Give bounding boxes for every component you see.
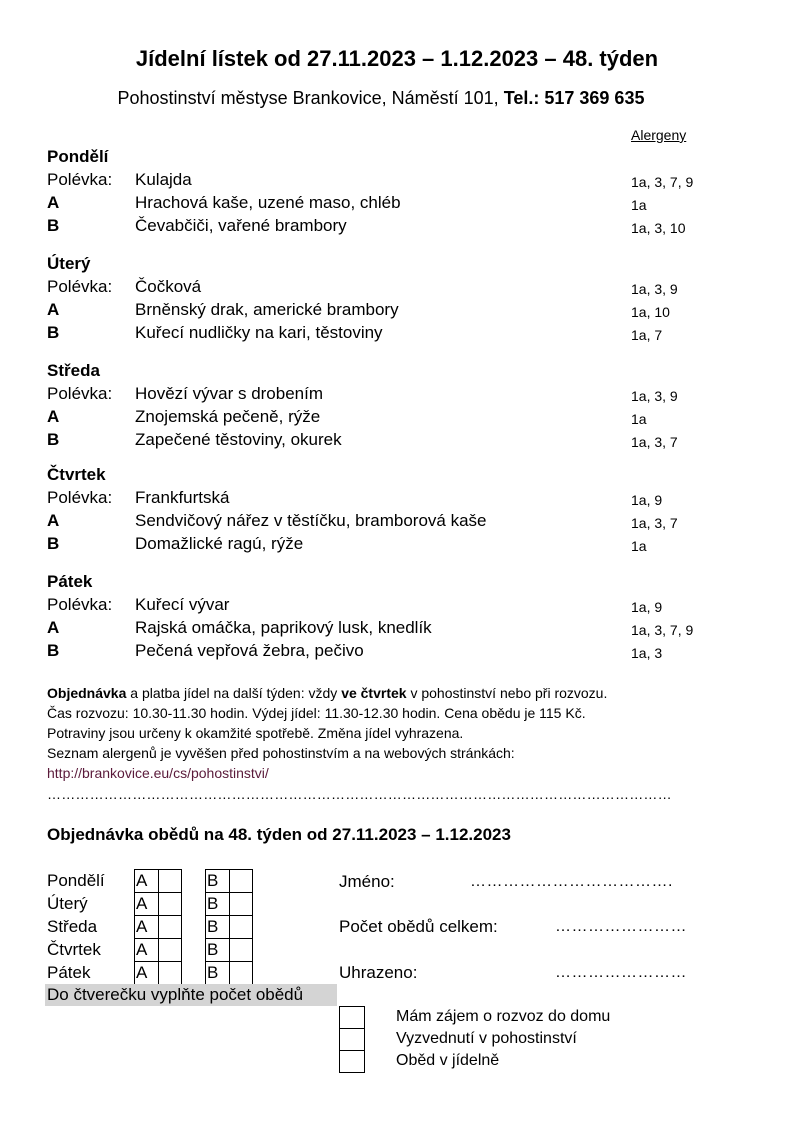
dish-allergens: 1a, 10	[631, 304, 670, 320]
day-name: Pátek	[47, 572, 93, 591]
dish-name: Kuřecí vývar	[135, 595, 230, 614]
option-letter: B	[207, 871, 219, 890]
dish-allergens: 1a, 9	[631, 492, 663, 508]
order-b-letter-box	[205, 869, 230, 893]
order-form-title: Objednávka obědů na 48. týden od 27.11.2023 – 1.12.2023	[47, 825, 511, 844]
dish-name: Pečená vepřová žebra, pečivo	[135, 641, 364, 660]
soup-label: Polévka:	[47, 488, 113, 507]
website-link[interactable]: http://brankovice.eu/cs/pohostinstvi/	[47, 765, 269, 781]
option-letter: B	[207, 963, 219, 982]
order-a-letter-box	[134, 961, 159, 985]
option-letter: A	[136, 940, 148, 959]
order-b-letter-box	[205, 915, 230, 939]
day-name: Čtvrtek	[47, 465, 106, 484]
option-letter: A	[136, 917, 148, 936]
dish-allergens: 1a, 3	[631, 645, 663, 661]
order-b-count-box[interactable]	[229, 961, 253, 985]
order-b-letter-box	[205, 961, 230, 985]
option-letter: A	[136, 871, 148, 890]
note-order-payment	[47, 683, 607, 703]
restaurant-phone: Tel.: 517 369 635	[503, 88, 645, 108]
allergens-header: Alergeny	[631, 127, 687, 143]
option-letter: A	[136, 963, 148, 982]
meal-option-label: B	[47, 323, 60, 342]
dish-allergens: 1a, 3, 7, 9	[631, 622, 694, 638]
meal-option-label: A	[47, 407, 60, 426]
order-a-count-box[interactable]	[158, 892, 182, 916]
note-thursday-bold: ve čtvrtek	[341, 685, 407, 701]
dish-allergens: 1a	[631, 538, 647, 554]
dish-allergens: 1a, 3, 7, 9	[631, 174, 694, 190]
meal-count-field[interactable]: ……………………	[555, 918, 687, 935]
note-allergens: Seznam alergenů je vyvěšen před pohostinstvím a na webových stránkách:	[47, 745, 515, 761]
note-order-bold: Objednávka	[47, 685, 127, 701]
dish-name: Znojemská pečeně, rýže	[135, 407, 321, 426]
meal-option-label: A	[47, 300, 60, 319]
meal-option-label: B	[47, 641, 60, 660]
dine-in-checkbox[interactable]	[339, 1050, 365, 1073]
dish-name: Hrachová kaše, uzené maso, chléb	[135, 193, 401, 212]
order-day-label: Pondělí	[47, 871, 105, 890]
meal-option-label: B	[47, 534, 60, 553]
paid-field[interactable]: ……………………	[555, 964, 687, 981]
dish-name: Čočková	[135, 277, 202, 296]
dish-name: Hovězí vývar s drobením	[135, 384, 324, 403]
order-b-count-box[interactable]	[229, 938, 253, 962]
order-b-letter-box	[205, 938, 230, 962]
dish-allergens: 1a, 7	[631, 327, 663, 343]
pickup-checkbox[interactable]	[339, 1028, 365, 1051]
day-name: Pondělí	[47, 147, 109, 166]
dish-name: Domažlické ragú, rýže	[135, 534, 304, 553]
order-b-count-box[interactable]	[229, 869, 253, 893]
dish-allergens: 1a	[631, 197, 647, 213]
option-letter: B	[207, 894, 219, 913]
order-a-letter-box	[134, 938, 159, 962]
order-a-letter-box	[134, 915, 159, 939]
cut-line: ……………………………………………………………………………………………………………………	[47, 786, 672, 802]
soup-label: Polévka:	[47, 384, 113, 403]
note-delivery-times: Čas rozvozu: 10.30-11.30 hodin. Výdej jídel: 11.30-12.30 hodin. Cena obědu je 115 Kč.	[47, 705, 586, 721]
day-name: Úterý	[47, 254, 91, 273]
option-letter: A	[136, 894, 148, 913]
note-consumption: Potraviny jsou určeny k okamžité spotřebě. Změna jídel vyhrazena.	[47, 725, 464, 741]
meal-option-label: A	[47, 618, 60, 637]
soup-label: Polévka:	[47, 170, 113, 189]
fill-hint: Do čtverečku vyplňte počet obědů	[45, 984, 337, 1006]
order-day-label: Středa	[47, 917, 98, 936]
dish-allergens: 1a	[631, 411, 647, 427]
meal-option-label: B	[47, 430, 60, 449]
order-b-count-box[interactable]	[229, 915, 253, 939]
name-label: Jméno:	[339, 872, 395, 891]
dine-in-option-label: Oběd v jídelně	[396, 1052, 500, 1069]
dish-allergens: 1a, 9	[631, 599, 663, 615]
dish-allergens: 1a, 3, 9	[631, 281, 678, 297]
dish-allergens: 1a, 3, 7	[631, 515, 678, 531]
dish-allergens: 1a, 3, 10	[631, 220, 686, 236]
name-field[interactable]: ……………………………….	[470, 873, 673, 890]
delivery-option-label: Mám zájem o rozvoz do domu	[396, 1008, 611, 1025]
order-a-count-box[interactable]	[158, 915, 182, 939]
day-name: Středa	[47, 361, 100, 380]
order-a-count-box[interactable]	[158, 869, 182, 893]
restaurant-info	[0, 86, 762, 110]
restaurant-address: Pohostinství městyse Brankovice, Náměstí 101,	[117, 88, 499, 108]
delivery-checkbox[interactable]	[339, 1006, 365, 1029]
order-b-count-box[interactable]	[229, 892, 253, 916]
dish-name: Rajská omáčka, paprikový lusk, knedlík	[135, 618, 432, 637]
meal-option-label: B	[47, 216, 60, 235]
dish-name: Kuřecí nudličky na kari, těstoviny	[135, 323, 383, 342]
dish-allergens: 1a, 3, 7	[631, 434, 678, 450]
order-a-count-box[interactable]	[158, 961, 182, 985]
order-a-count-box[interactable]	[158, 938, 182, 962]
dish-name: Čevabčiči, vařené brambory	[135, 216, 347, 235]
order-day-label: Úterý	[47, 894, 88, 913]
dish-allergens: 1a, 3, 9	[631, 388, 678, 404]
soup-label: Polévka:	[47, 277, 113, 296]
meal-option-label: A	[47, 193, 60, 212]
order-a-letter-box	[134, 892, 159, 916]
paid-label: Uhrazeno:	[339, 963, 418, 982]
dish-name: Sendvičový nářez v těstíčku, bramborová kaše	[135, 511, 487, 530]
page-title: Jídelní lístek od 27.11.2023 – 1.12.2023 – 48. týden	[135, 46, 659, 71]
dish-name: Frankfurtská	[135, 488, 230, 507]
order-day-label: Pátek	[47, 963, 91, 982]
note-text: a platba jídel na další týden: vždy	[126, 685, 342, 701]
pickup-option-label: Vyzvednutí v pohostinství	[396, 1030, 577, 1047]
dish-name: Kulajda	[135, 170, 192, 189]
order-day-label: Čtvrtek	[47, 940, 101, 959]
option-letter: B	[207, 940, 219, 959]
soup-label: Polévka:	[47, 595, 113, 614]
meal-count-label: Počet obědů celkem:	[339, 917, 498, 936]
order-a-letter-box	[134, 869, 159, 893]
option-letter: B	[207, 917, 219, 936]
meal-option-label: A	[47, 511, 60, 530]
dish-name: Zapečené těstoviny, okurek	[135, 430, 342, 449]
dish-name: Brněnský drak, americké brambory	[135, 300, 399, 319]
order-b-letter-box	[205, 892, 230, 916]
note-text: v pohostinství nebo při rozvozu.	[406, 685, 608, 701]
